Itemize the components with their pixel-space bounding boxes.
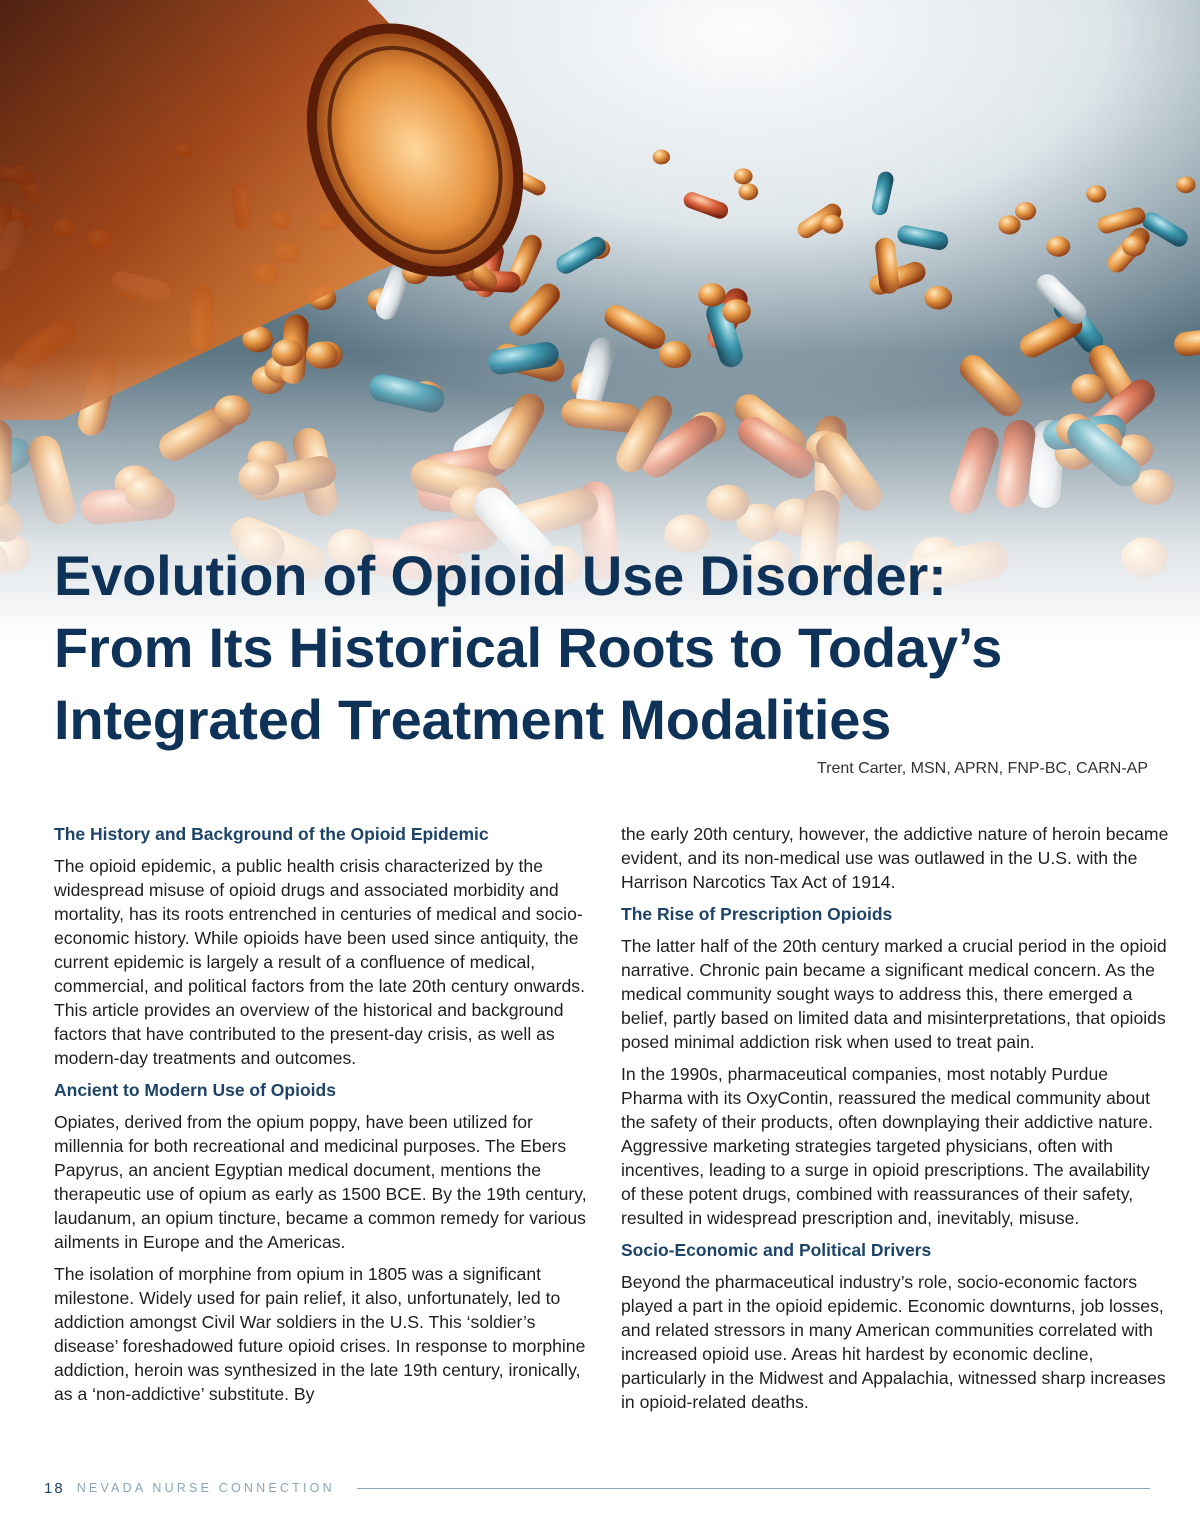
section-heading: The History and Background of the Opioid Epidemic [54, 824, 489, 844]
right-column [621, 822, 1169, 1422]
article-title [54, 540, 1174, 756]
left-column [54, 822, 602, 1414]
title-line: Evolution of Opioid Use Disorder: [54, 544, 947, 607]
paragraph: the early 20th century, however, the addictive nature of heroin became evident, and its non-medical use was outlawed in the U.S. with the Harrison Narcotics Tax Act of 1914. [621, 824, 1169, 892]
paragraph: The latter half of the 20th century marked a crucial period in the opioid narrative. Chronic pain became a significant medical concern. As the medical community sought ways to address this, there emerged a belief, partly based on limited data and misinterpretations, that opioids posed minimal addiction risk when used to treat pain. [621, 936, 1167, 1052]
section-heading: Ancient to Modern Use of Opioids [54, 1080, 336, 1100]
author-byline: Trent Carter, MSN, APRN, FNP-BC, CARN-AP [816, 760, 1148, 777]
paragraph: The isolation of morphine from opium in 1805 was a significant milestone. Widely used for pain relief, it also, unfortunately, led to addiction amongst Civil War soldiers in the U.S. This ‘soldier’s disease’ foreshadowed future opioid crises. In response to morphine addiction, heroin was synthesized in the late 19th century, ironically, as a ‘non-addictive’ substitute. By [54, 1264, 586, 1404]
footer-divider [357, 1488, 1150, 1489]
page-footer [44, 1478, 1150, 1498]
paragraph: In the 1990s, pharmaceutical companies, most notably Purdue Pharma with its OxyContin, reassured the medical community about the safety of their products, often downplaying their addictive nature. Aggressive marketing strategies targeted physicians, often with incentives, leading to a surge in opioid prescriptions. The availability of these potent drugs, combined with reassurances of their safety, resulted in widespread prescription and, inevitably, misuse. [621, 1064, 1154, 1228]
paragraph: Opiates, derived from the opium poppy, have been utilized for millennia for both recreational and medicinal purposes. The Ebers Papyrus, an ancient Egyptian medical document, mentions the therapeutic use of opium as early as 1500 BCE. By the 19th century, laudanum, an opium tincture, became a common remedy for various ailments in Europe and the Americas. [54, 1112, 587, 1252]
section-heading: Socio-Economic and Political Drivers [621, 1240, 932, 1260]
section-heading: The Rise of Prescription Opioids [621, 904, 893, 924]
publication-name: NEVADA NURSE CONNECTION [76, 1481, 335, 1495]
title-line: From Its Historical Roots to Today’s [54, 616, 1003, 679]
page-number: 18 [44, 1479, 65, 1497]
title-line: Integrated Treatment Modalities [54, 688, 892, 751]
paragraph: The opioid epidemic, a public health crisis characterized by the widespread misuse of opioid drugs and associated morbidity and mortality, has its roots entrenched in centuries of medical and socio-economic history. While opioids have been used since antiquity, the current epidemic is largely a result of a confluence of medical, commercial, and political factors from the late 20th century onwards. This article provides an overview of the historical and background factors that have contributed to the present-day crisis, as well as modern-day treatments and outcomes. [54, 856, 585, 1068]
paragraph: Beyond the pharmaceutical industry’s role, socio-economic factors played a part in the opioid epidemic. Economic downturns, job losses, and related stressors in many American communities correlated with increased opioid use. Areas hit hardest by economic decline, particularly in the Midwest and Appalachia, witnessed sharp increases in opioid-related deaths. [621, 1272, 1166, 1412]
